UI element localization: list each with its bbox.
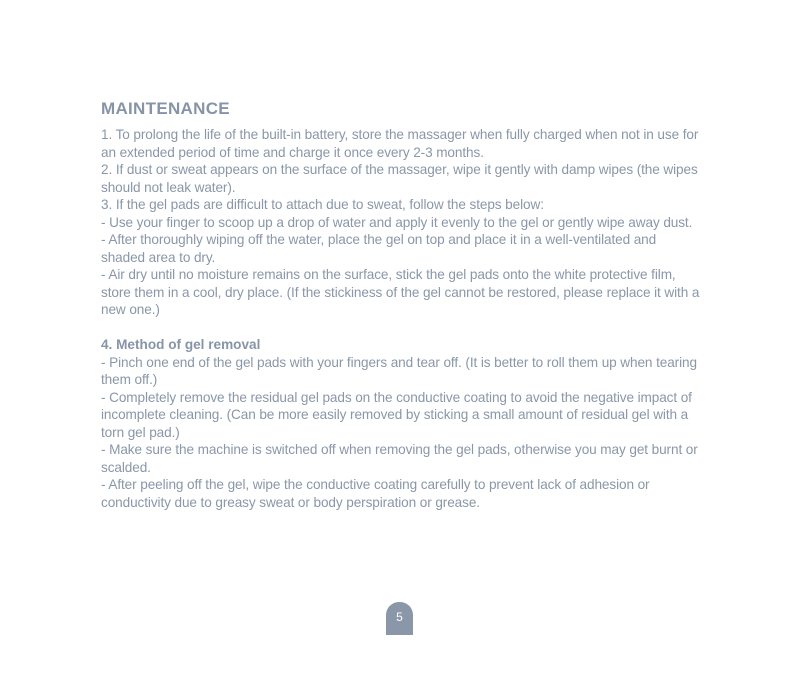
gel-removal-title: 4. Method of gel removal	[101, 337, 261, 352]
paragraph: - Use your finger to scoop up a drop of water and apply it evenly to the gel or gently wipe away dust.	[101, 214, 693, 230]
page-content	[101, 99, 701, 511]
paragraph: - Make sure the machine is switched off when removing the gel pads, otherwise you may get burnt or scalded.	[101, 442, 698, 475]
page-number: 5	[396, 610, 403, 624]
paragraph: 3. If the gel pads are difficult to attach due to sweat, follow the steps below:	[101, 197, 544, 212]
paragraph: - Pinch one end of the gel pads with your fingers and tear off. (It is better to roll them up when tearing them off.)	[101, 354, 697, 387]
paragraph: 2. If dust or sweat appears on the surface of the massager, wipe it gently with damp wipes (the wipes should not leak water).	[101, 162, 698, 195]
section-title: MAINTENANCE	[101, 99, 230, 118]
paragraph: - After thoroughly wiping off the water, place the gel on top and place it in a well-ventilated and shaded area to dry.	[101, 232, 657, 265]
paragraph: - Completely remove the residual gel pads on the conductive coating to avoid the negative impact of incomplete cleaning. (Can be more easily removed by sticking a small amount of residual gel with a torn gel pad.)	[101, 389, 692, 440]
paragraph: 1. To prolong the life of the built-in battery, store the massager when fully charged when not in use for an extended period of time and charge it once every 2-3 months.	[101, 127, 699, 160]
page-number-tab	[386, 602, 413, 635]
paragraph: - After peeling off the gel, wipe the conductive coating carefully to prevent lack of adhesion or conductivity due to greasy sweat or body perspiration or grease.	[101, 477, 650, 510]
paragraph: - Air dry until no moisture remains on the surface, stick the gel pads onto the white protective film, store them in a cool, dry place. (If the stickiness of the gel cannot be restored, please replace it with a new one.)	[101, 267, 700, 317]
